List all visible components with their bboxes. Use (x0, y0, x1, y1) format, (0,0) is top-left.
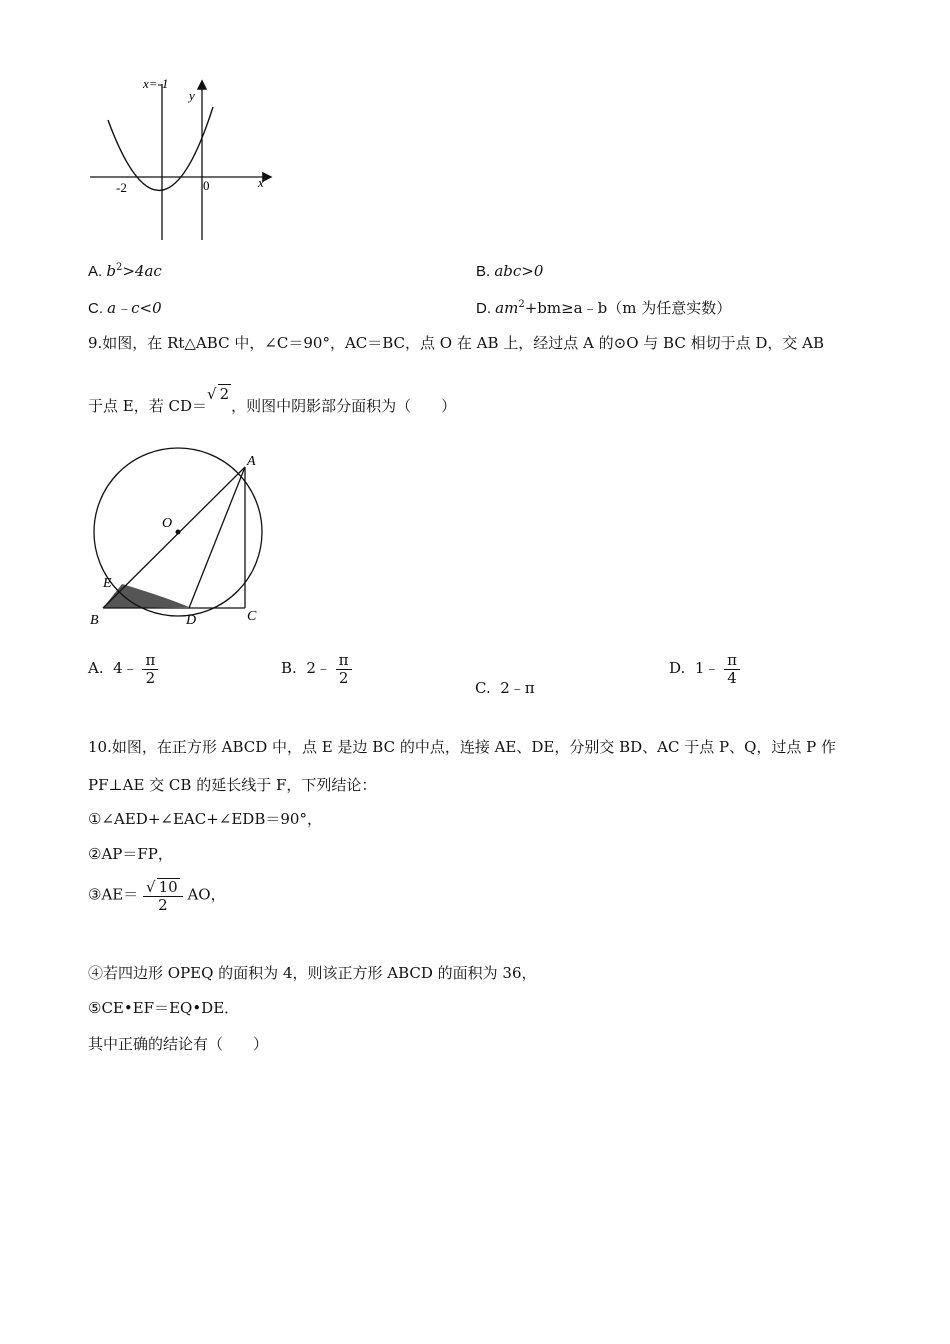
fraction-pi-over-2: $\frac{\pi}{2}$ (142, 652, 158, 686)
sqrt-expression: √ 2 (207, 385, 230, 403)
parabola-curve (108, 107, 213, 190)
label-b: B (90, 613, 99, 628)
fraction-sqrt10-over-2: $\frac{√ 10}{2}$ (143, 878, 183, 913)
q10-conclusion-5: ⑤CE•EF＝EQ•DE． (88, 999, 240, 1017)
q10-conclusion-4: ④若四边形 OPEQ 的面积为 4，则该正方形 ABCD 的面积为 36， (88, 964, 537, 982)
label-c: C (247, 609, 257, 624)
fraction-pi-over-2: $\frac{\pi}{2}$ (336, 652, 352, 686)
center-point (176, 530, 181, 535)
q10-conclusion-2: ②AP＝FP， (88, 845, 173, 863)
label-a: A (247, 454, 256, 469)
q10-question: 其中正确的结论有（ ） (88, 1035, 269, 1053)
q9-option-c[interactable]: C. 2﹣π (475, 679, 535, 697)
q9-circle-figure (85, 445, 285, 635)
x-axis-label: x (258, 175, 264, 190)
segment-ab (103, 467, 245, 608)
option-b-prefix: B. (476, 263, 495, 280)
q9-option-a[interactable]: A. 4﹣ $\frac{\pi}{2}$ (88, 652, 158, 686)
q10-line1: 10.如图，在正方形 ABCD 中，点 E 是边 BC 的中点，连接 AE、DE，分别交 BD、AC 于点 P、Q，过点 P 作 (88, 738, 837, 756)
q9-option-d[interactable]: D. 1﹣ $\frac{\pi}{4}$ (669, 652, 740, 686)
tick-neg2-label: -2 (116, 180, 127, 195)
label-o: O (162, 516, 173, 531)
q9-option-b[interactable]: B. 2﹣ $\frac{\pi}{2}$ (281, 652, 352, 686)
q8-parabola-graph (85, 72, 280, 244)
q8-option-c[interactable]: C. a﹣c<0 (88, 299, 162, 317)
q10-line2: PF⊥AE 交 CB 的延长线于 F，下列结论： (88, 776, 377, 794)
q8-option-a[interactable]: A. $b^2>4ac$ (88, 262, 162, 280)
option-d-prefix: D. (476, 300, 496, 317)
y-axis-label: y (189, 88, 195, 103)
q10-conclusion-1: ①∠AED+∠EAC+∠EDB＝90°， (88, 810, 322, 828)
label-d: D (186, 613, 197, 628)
q8-option-b[interactable]: B. abc>0 (476, 262, 544, 280)
option-a-prefix: A. (88, 263, 107, 280)
q8-option-d[interactable]: D. $am^2+bm\ge a﹣b(m$ 为任意实数） (476, 299, 732, 317)
option-c-prefix: C. (88, 300, 108, 317)
symmetry-axis-label: x=-1 (143, 76, 169, 91)
origin-label: 0 (203, 178, 210, 193)
fraction-pi-over-4: $\frac{\pi}{4}$ (724, 652, 740, 686)
q10-conclusion-3: ③AE＝ $\frac{√ 10}{2}$ AO， (88, 878, 226, 914)
segment-ad (189, 467, 245, 608)
q9-line1: 9.如图，在 Rt△ABC 中，∠C＝90°，AC＝BC，点 O 在 AB 上，经过点 A 的⊙O 与 BC 相切于点 D，交 AB (88, 334, 824, 352)
q9-line2: 于点 E，若 CD＝√ 2，则图中阴影部分面积为（ ） (88, 385, 457, 415)
label-e: E (103, 576, 112, 591)
